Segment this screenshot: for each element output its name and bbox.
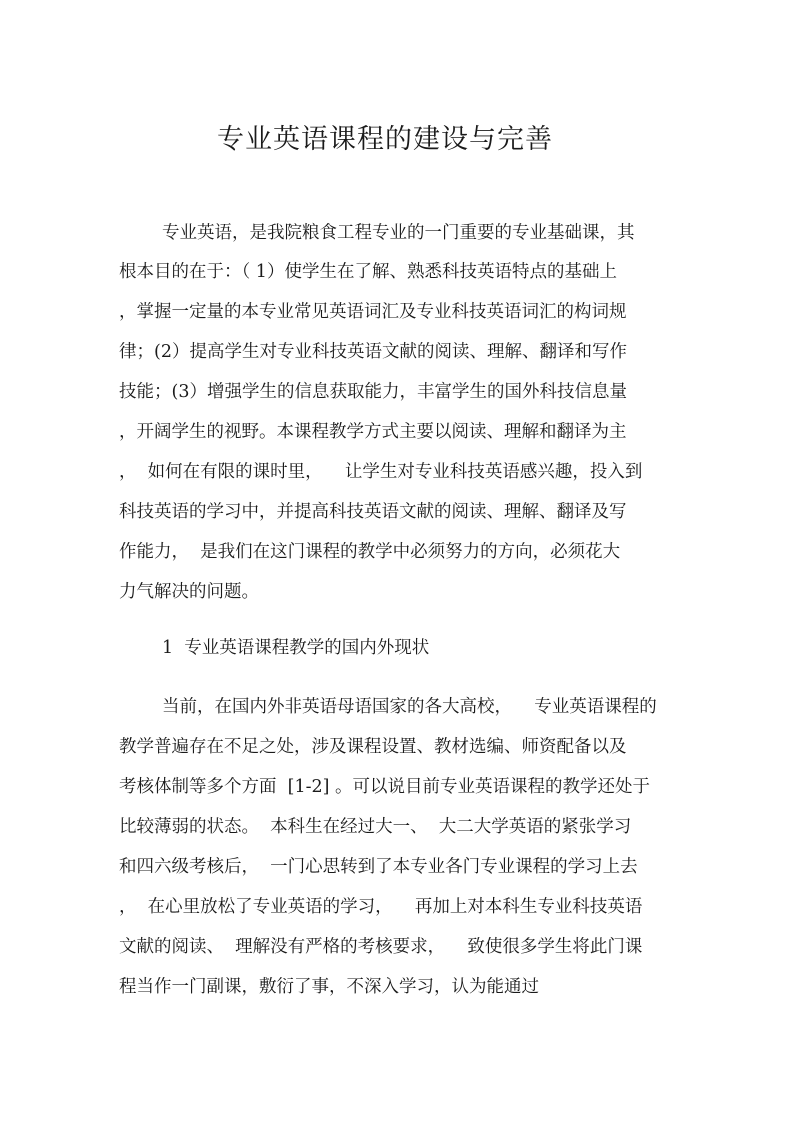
paragraph-1-line: 律；(2）提高学生对专业科技英语文献的阅读、理解、翻译和写作 [119, 342, 627, 362]
paragraph-1-line: 科技英语的学习中，并提高科技英语文献的阅读、理解、翻译及写 [119, 502, 627, 522]
paragraph-1-line: 专业英语，是我院粮食工程专业的一门重要的专业基础课，其 [162, 223, 635, 243]
section-heading: 1 专业英语课程教学的国内外现状 [162, 638, 430, 658]
paragraph-2-line: 比较薄弱的状态。 本科生在经过大一、 大二大学英语的紧张学习 [119, 817, 632, 837]
paragraph-1-line: ，开阔学生的视野。本课程教学方式主要以阅读、理解和翻译为主 [119, 422, 627, 442]
paragraph-1-line: ，掌握一定量的本专业常见英语词汇及专业科技英语词汇的构词规 [119, 302, 627, 322]
paragraph-2-line: ， 在心里放松了专业英语的学习， 再加上对本科生专业科技英语 [119, 897, 643, 917]
paragraph-2-line: 教学普遍存在不足之处，涉及课程设置、教材选编、师资配备以及 [119, 737, 627, 757]
paragraph-1-line: 作能力， 是我们在这门课程的教学中必须努力的方向，必须花大 [119, 542, 621, 562]
document-title: 专业英语课程的建设与完善 [217, 124, 553, 155]
paragraph-1-line: ， 如何在有限的课时里， 让学生对专业科技英语感兴趣，投入到 [119, 462, 643, 482]
paragraph-2-line: 当前，在国内外非英语母语国家的各大高校， 专业英语课程的 [162, 697, 657, 717]
paragraph-2-line: 和四六级考核后， 一门心思转到了本专业各门专业课程的学习上去 [119, 857, 638, 877]
paragraph-2-line: 文献的阅读、 理解没有严格的考核要求， 致使很多学生将此门课 [119, 937, 643, 957]
paragraph-1-line: 根本目的在于：（ 1）使学生在了解、熟悉科技英语特点的基础上 [119, 262, 617, 282]
paragraph-1-line: 技能；(3）增强学生的信息获取能力，丰富学生的国外科技信息量 [119, 382, 627, 402]
paragraph-2-line: 程当作一门副课，敷衍了事，不深入学习，认为能通过 [119, 977, 539, 997]
paragraph-1-line: 力气解决的问题。 [119, 582, 259, 602]
paragraph-2-line: 考核体制等多个方面 [1-2] 。可以说目前专业英语课程的教学还处于 [119, 777, 651, 797]
